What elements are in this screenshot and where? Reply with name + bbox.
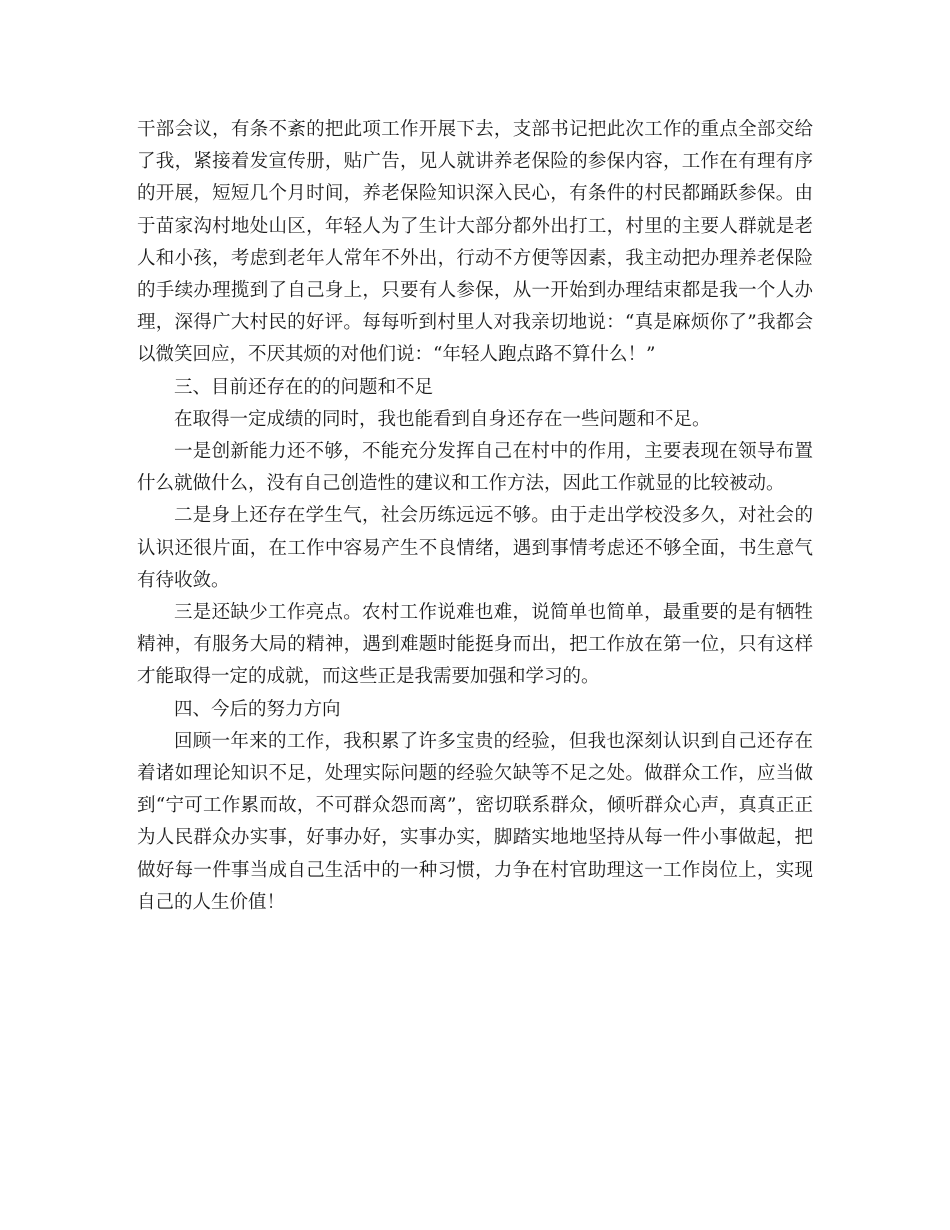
paragraph-problems-intro: 在取得一定成绩的同时，我也能看到自身还存在一些问题和不足。	[174, 408, 711, 430]
paragraph-problem-one: 一是创新能力还不够，不能充分发挥自己在村中的作用，主要表现在领导布置什么就做什么，没有自己创造性的建议和工作方法，因此工作就显的比较被动。	[137, 441, 813, 495]
paragraph-direction: 回顾一年来的工作，我积累了许多宝贵的经验，但我也深刻认识到自己还存在着诸如理论知识不足，处理实际问题的经验欠缺等不足之处。做群众工作，应当做到“宁可工作累而故，不可群众怨而离”，密切联系群众，倾听群众心声，真真正正为人民群众办实事，好事办好，实事办实，脚踏实地地坚持从每一件小事做起，把做好每一件事当成自己生活中的一种习惯，力争在村官助理这一工作岗位上，实现自己的人生价值！	[137, 730, 813, 913]
section-heading-problems: 三、目前还存在的的问题和不足	[174, 376, 434, 398]
paragraph-problem-three: 三是还缺少工作亮点。农村工作说难也难，说简单也简单，最重要的是有牺牲精神，有服务大局的精神，遇到难题时能挺身而出，把工作放在第一位，只有这样才能取得一定的成就，而这些正是我需要加强和学习的。	[137, 602, 813, 688]
section-heading-direction: 四、今后的努力方向	[174, 698, 341, 720]
paragraph-problem-two: 二是身上还存在学生气，社会历练远远不够。由于走出学校没多久，对社会的认识还很片面，在工作中容易产生不良情绪，遇到事情考虑还不够全面，书生意气有待收敛。	[137, 505, 813, 591]
paragraph-continuation: 干部会议，有条不紊的把此项工作开展下去，支部书记把此次工作的重点全部交给了我，紧接着发宣传册，贴广告，见人就讲养老保险的参保内容，工作在有理有序的开展，短短几个月时间，养老保险知识深入民心，有条件的村民都踊跃参保。由于苗家沟村地处山区，年轻人为了生计大部分都外出打工，村里的主要人群就是老人和小孩，考虑到老年人常年不外出，行动不方便等因素，我主动把办理养老保险的手续办理揽到了自己身上，只要有人参保，从一开始到办理结束都是我一个人办理，深得广大村民的好评。每每听到村里人对我亲切地说：“真是麻烦你了”我都会以微笑回应，不厌其烦的对他们说：“年轻人跑点路不算什么！”	[137, 119, 813, 366]
document-body	[137, 114, 813, 919]
